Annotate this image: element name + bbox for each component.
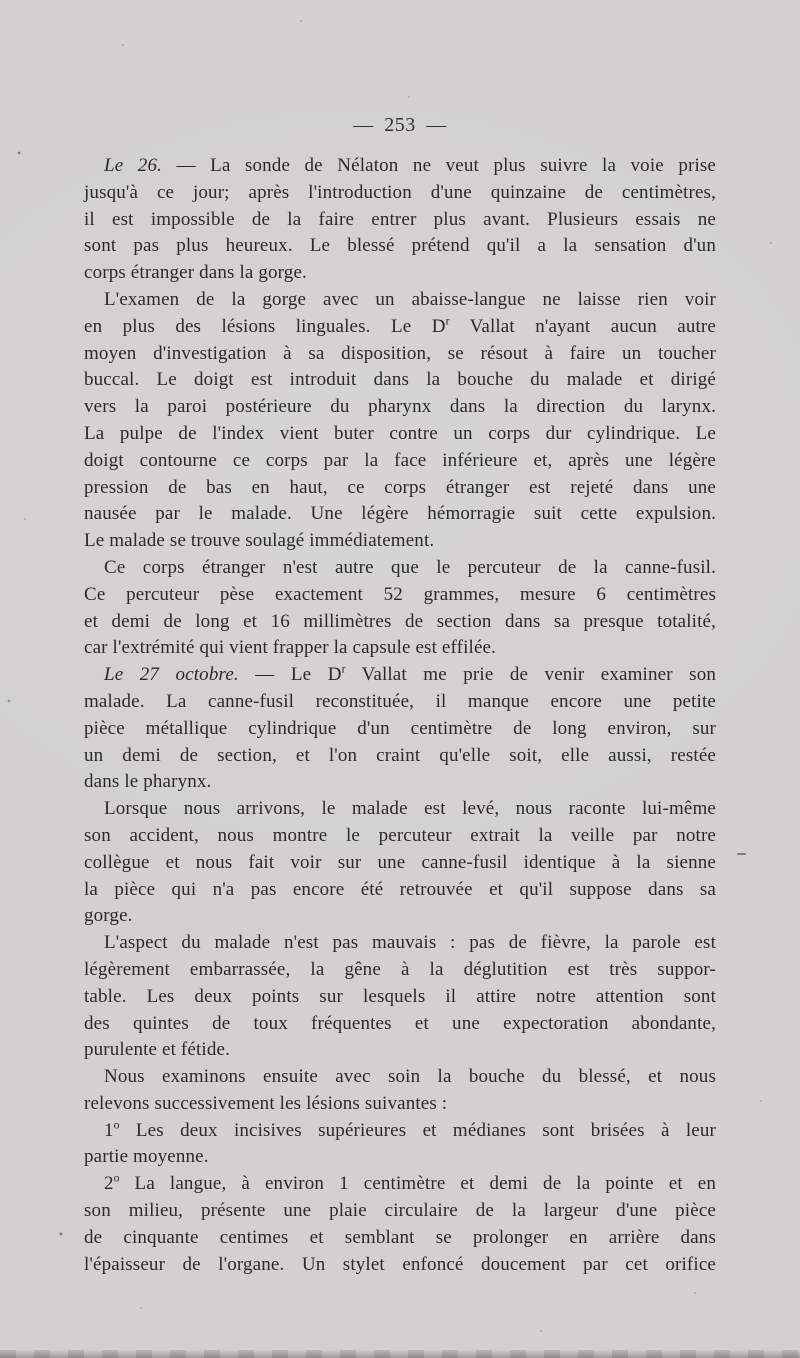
text-line: nausée par le malade. Une légère hémorragie suit cette expulsion. [84,503,716,525]
paragraph [84,153,716,287]
paragraph [84,930,716,1064]
text-line: moyen d'investigation à sa disposition, se résout à faire un toucher [84,342,716,364]
text-line: partie moyenne. [84,1146,209,1168]
text-line: un demi de section, et l'on craint qu'elle soit, elle aussi, restée [84,744,716,766]
text-line: malade. La canne-fusil reconstituée, il manque encore une petite [84,690,716,712]
paragraph [84,287,716,555]
text-line: car l'extrémité qui vient frapper la capsule est effilée. [84,637,497,659]
text-line: Lorsque nous arrivons, le malade est levé, nous raconte lui-même [104,798,716,820]
text-line: Le 26. — La sonde de Nélaton ne veut plus suivre la voie prise [104,155,717,176]
text-line: collègue et nous fait voir sur une canne-fusil identique à la sienne [84,851,716,873]
text-line: L'examen de la gorge avec un abaisse-langue ne laisse rien voir [104,288,716,310]
text-line: et demi de long et 16 millimètres de section dans sa presque totalité, [84,610,716,632]
text-line: purulente et fétide. [84,1039,230,1061]
text-line: L'aspect du malade n'est pas mauvais : pas de fièvre, la parole est [104,932,716,954]
text-line: La pulpe de l'index vient buter contre un corps dur cylindrique. Le [84,422,716,444]
text-line: pression de bas en haut, ce corps étranger est rejeté dans une [84,476,716,498]
text-line: 1$^o$ Les deux incisives supérieures et médianes sont brisées à leur [104,1118,716,1141]
text-line: vers la paroi postérieure du pharynx dans la direction du larynx. [84,396,716,418]
text-line: relevons successivement les lésions suivantes : [84,1092,448,1114]
text-line: doigt contourne ce corps par la face inférieure et, après une légère [84,449,716,471]
paragraph [84,662,716,796]
text-line: Le malade se trouve soulagé immédiatement. [84,530,435,552]
text-line: corps étranger dans la gorge. [84,262,307,284]
paragraph [84,1064,716,1118]
text-line: gorge. [84,905,133,927]
scan-speck [0,0,2,2]
text-line: des quintes de toux fréquentes et une expectoration abondante, [84,1012,716,1034]
text-line: en plus des lésions linguales. Le $D^r$ Vallat n'ayant aucun autre [84,314,716,337]
text-line: jusqu'à ce jour; après l'introduction d'une quinzaine de centimètres, [84,181,716,203]
page-number: — 253 — [353,114,447,136]
text-line: il est impossible de la faire entrer plus avant. Plusieurs essais ne [84,208,716,230]
text-line: buccal. Le doigt est introduit dans la bouche du malade et dirigé [84,369,716,391]
paragraph [84,1171,716,1278]
bottom-edge-shadow [0,1350,800,1358]
text-line: Le 27 octobre. — Le $D^r$ Vallat me prie de venir examiner son [104,662,716,686]
text-line: Ce corps étranger n'est autre que le percuteur de la canne-fusil. [104,556,716,578]
text-line: sont pas plus heureux. Le blessé prétend qu'il a la sensation d'un [84,235,716,257]
paragraph [84,1118,716,1172]
text-line: légèrement embarrassée, la gêne à la déglutition est très suppor- [84,958,716,980]
text-line: table. Les deux points sur lesquels il attire notre attention sont [84,985,716,1007]
text-line: son accident, nous montre le percuteur extrait la veille par notre [84,824,716,846]
text-line: l'épaisseur de l'organe. Un stylet enfoncé doucement par cet orifice [84,1253,716,1275]
text-line: de cinquante centimes et semblant se prolonger en arrière dans [84,1226,716,1248]
text-line: 2$^o$ La langue, à environ 1 centimètre et demi de la pointe et en [104,1171,716,1195]
text-line: Nous examinons ensuite avec soin la bouche du blessé, et nous [104,1066,716,1088]
text-line: la pièce qui n'a pas encore été retrouvée et qu'il suppose dans sa [84,878,716,900]
page-text [84,153,716,1278]
text-line: son milieu, présente une plaie circulaire de la largeur d'une pièce [84,1200,716,1222]
paragraph [84,796,716,930]
paragraph [84,555,716,662]
text-line: dans le pharynx. [84,771,212,793]
text-line: Ce percuteur pèse exactement 52 grammes, mesure 6 centimètres [84,583,716,605]
text-line: pièce métallique cylindrique d'un centimètre de long environ, sur [84,717,716,739]
scan-dash-artifact [737,853,746,855]
